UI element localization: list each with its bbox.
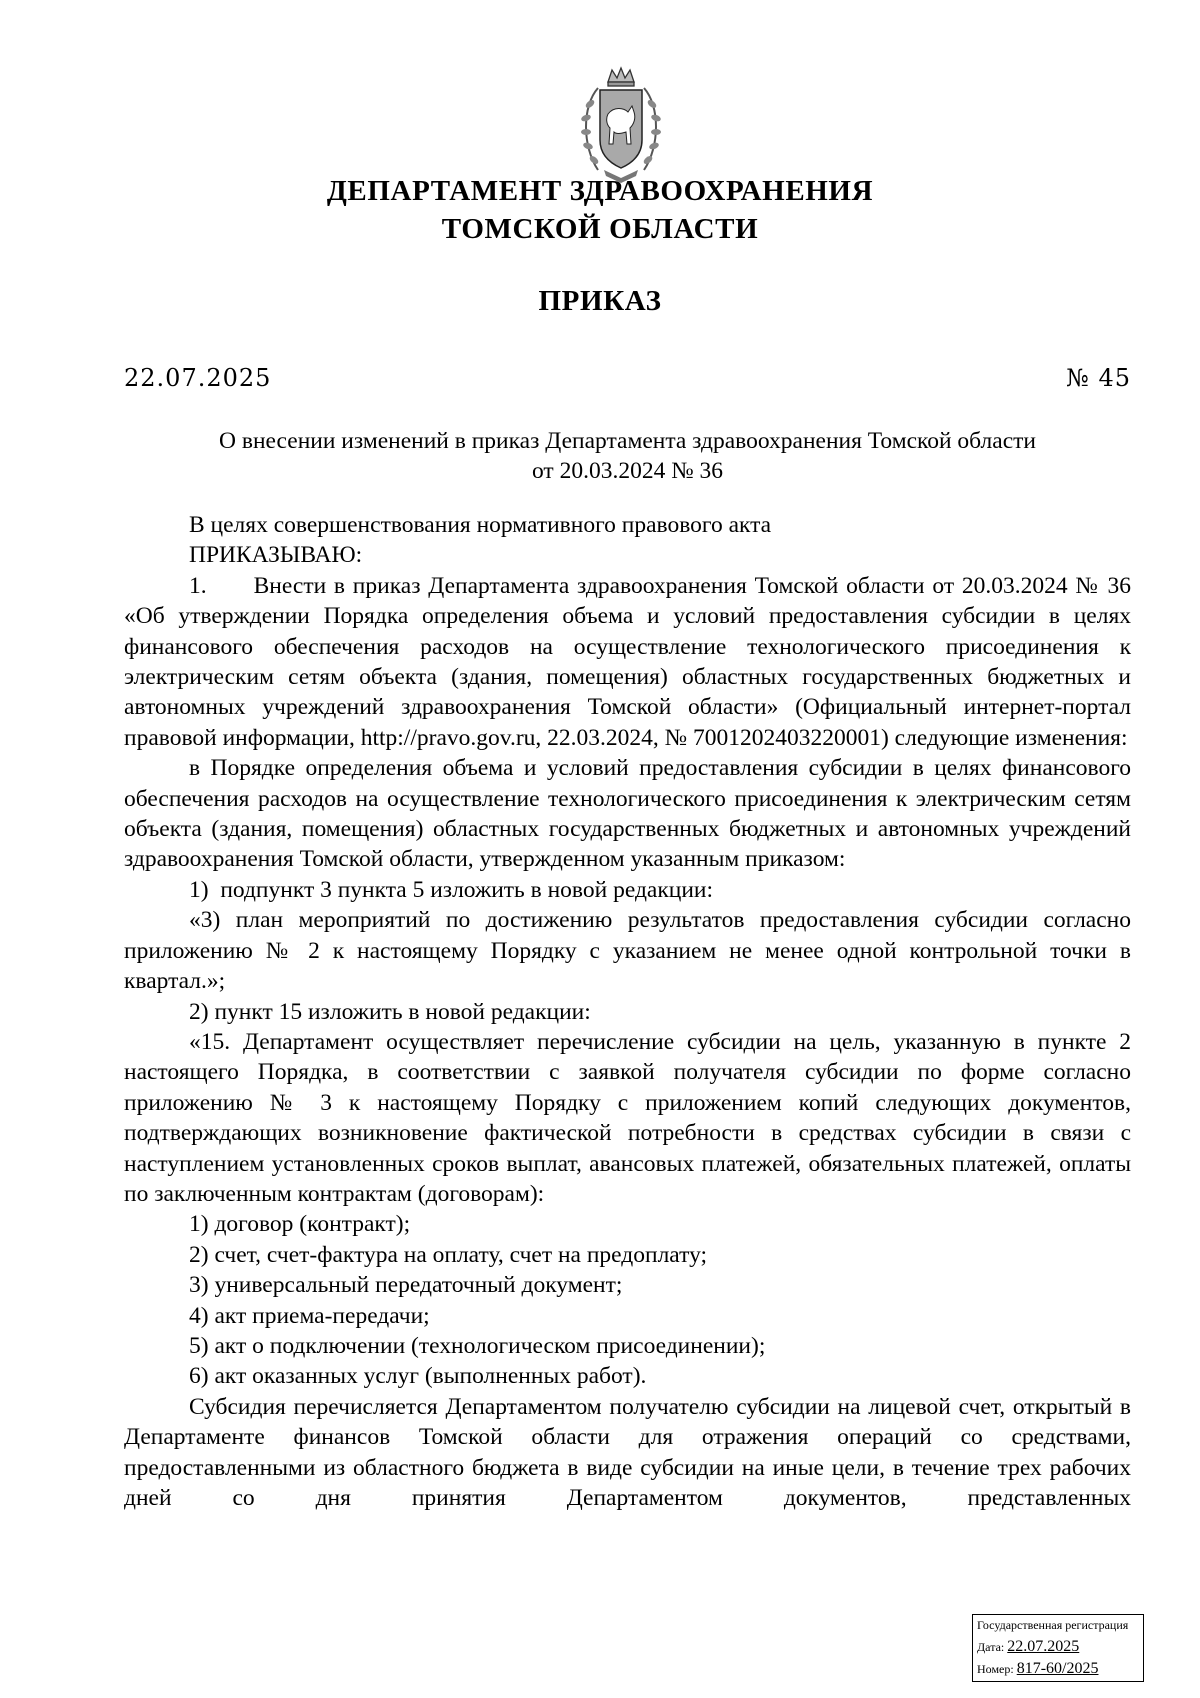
department-title-line2: ТОМСКОЙ ОБЛАСТИ [441, 213, 759, 245]
body-paragraph: Субсидия перечисляется Департаментом получателю субсидии на лицевой счет, открытый в Департаменте финансов Томской области для отражения операций со средствами, предоставленными из областного бюджета в виде субсидии на иные цели, в течение трех рабочих дней со дня принятия Департаментом документов, представленных [124, 1393, 1131, 1511]
order-number: № 45 [1066, 364, 1131, 392]
body-paragraph: «15. Департамент осуществляет перечисление субсидии на цель, указанную в пункте 2 настоящего Порядка, в соответствии с заявкой получателя субсидии по форме согласно приложению № 3 к настоящему Порядку с приложением копий следующих документов, подтверждающих возникновение фактической потребности в средствах субсидии в связи с наступлением установленных сроков выплат, авансовых платежей, обязательных платежей, оплаты по заключенным контрактам (договорам): [124, 1028, 1131, 1207]
registration-number-row [977, 1658, 1139, 1680]
registration-date-label: Дата: [977, 1640, 1005, 1654]
registration-stamp [972, 1614, 1144, 1682]
body-paragraph: 1. Внести в приказ Департамента здравоохранения Томской области от 20.03.2024 № 36 «Об утверждении Порядка определения объема и условий предоставления субсидии в целях финансового обеспечения расходов на осуществление технологического присоединения к электрическим сетям объекта (здания, помещения) областных государственных бюджетных и автономных учреждений здравоохранения Томской области» (Официальный интернет-портал правовой информации, http://pravo.gov.ru, 22.03.2024, № 7001202403220001) следующие изменения: [124, 572, 1131, 751]
document-body [124, 510, 1131, 1513]
body-paragraph: 6) акт оказанных услуг (выполненных работ). [189, 1363, 647, 1390]
body-paragraph: В целях совершенствования нормативного правового акта [189, 512, 772, 538]
coat-of-arms-emblem [568, 66, 674, 184]
registration-stamp-title: Государственная регистрация [977, 1618, 1129, 1632]
body-paragraph: 2) счет, счет-фактура на оплату, счет на предоплату; [189, 1241, 708, 1268]
registration-date-row [977, 1636, 1139, 1658]
registration-number: 817-60/2025 [1016, 1660, 1099, 1677]
body-paragraph: в Порядке определения объема и условий предоставления субсидии в целях финансового обеспечения расходов на осуществление технологического присоединения к электрическим сетям объекта (здания, помещения) областных государственных бюджетных и автономных учреждений здравоохранения Томской области, утвержденном указанным приказом: [124, 755, 1131, 873]
order-subject [124, 426, 1131, 486]
body-paragraph: 5) акт о подключении (технологическом присоединении); [189, 1332, 766, 1359]
department-title [0, 172, 1200, 248]
body-paragraph: «3) план мероприятий по достижению результатов предоставления субсидии согласно приложению № 2 к настоящему Порядку с указанием не менее одной контрольной точки в квартал.»; [124, 907, 1131, 995]
document-type: ПРИКАЗ [538, 285, 662, 317]
subject-line-1: О внесении изменений в приказ Департамента здравоохранения Томской области [219, 428, 1036, 454]
body-paragraph: 4) акт приема-передачи; [189, 1302, 430, 1329]
order-date: 22.07.2025 [124, 364, 272, 392]
subject-line-2: от 20.03.2024 № 36 [531, 458, 723, 484]
body-paragraph: 2) пункт 15 изложить в новой редакции: [189, 998, 591, 1025]
body-paragraph: 3) универсальный передаточный документ; [189, 1272, 623, 1299]
body-paragraph: ПРИКАЗЫВАЮ: [189, 542, 363, 569]
department-title-line1: ДЕПАРТАМЕНТ ЗДРАВООХРАНЕНИЯ [326, 175, 874, 207]
registration-number-label: Номер: [977, 1662, 1014, 1676]
body-paragraph: 1) договор (контракт); [189, 1211, 411, 1238]
registration-date: 22.07.2025 [1007, 1638, 1080, 1655]
body-paragraph: 1) подпункт 3 пункта 5 изложить в новой редакции: [189, 876, 713, 903]
